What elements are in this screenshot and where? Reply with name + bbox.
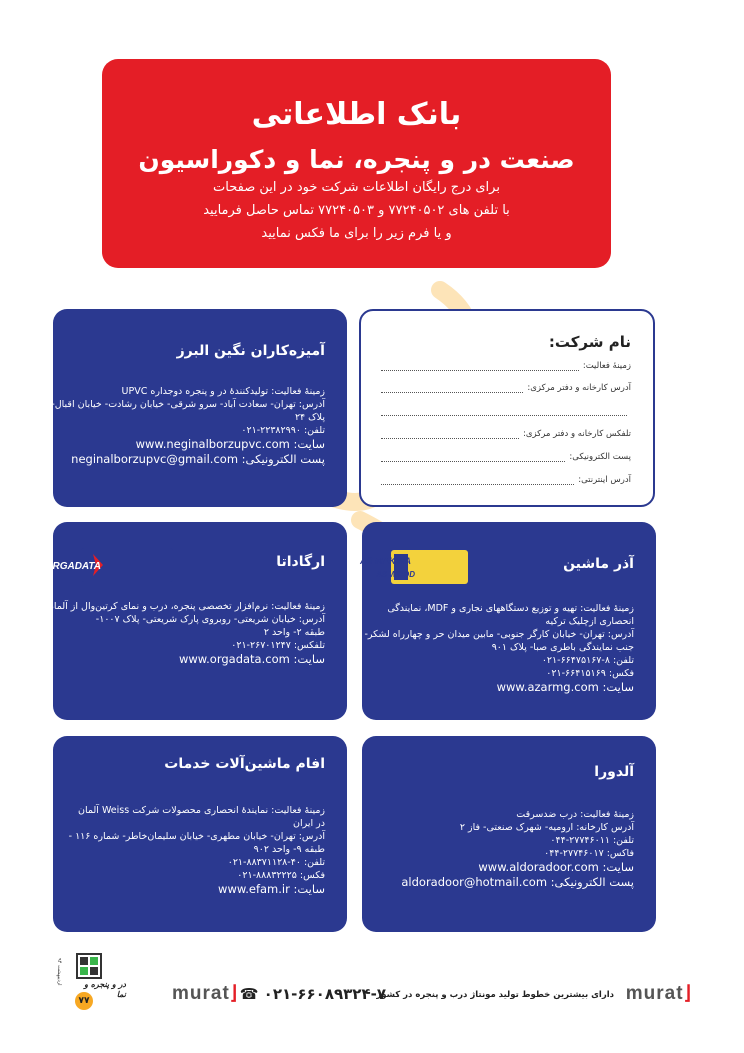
company-activity: زمینهٔ فعالیت: نمایندهٔ انحصاری محصولات شرکت Weiss آلمان (78, 805, 325, 816)
company-name: آذر ماشین (563, 556, 634, 572)
magazine-name: در و پنجره و نما (84, 980, 126, 999)
company-website[interactable]: سایت: www.efam.ir (218, 882, 325, 896)
company-address-cont: پلاک ۲۴ (294, 412, 325, 423)
company-website[interactable]: سایت: www.neginalborzupvc.com (135, 437, 325, 451)
magazine-badge (56, 948, 126, 1018)
company-address: آدرس: تهران- سعادت آباد- سرو شرقی- خیابان رشادت- خیابان اقبال- (51, 399, 325, 410)
svg-text:AS MAKINA: AS MAKINA (360, 556, 411, 566)
company-phone: تلفن: ۲۲۳۸۲۹۹۰-۰۲۱ (241, 425, 325, 436)
company-address-cont: طبقه ۲- واحد ۲ (263, 627, 325, 638)
form-field-address-continued[interactable] (381, 407, 631, 416)
form-title: نام شرکت: (548, 333, 631, 351)
company-name: ارگاداتا (276, 554, 325, 570)
company-address-cont: جنب نمایندگی باطری صبا- پلاک ۹۰۱ (491, 642, 634, 653)
company-activity-cont: انحصاری ازچلیک ترکیه (545, 616, 634, 627)
company-activity-cont: در ایران (293, 818, 325, 829)
murat-logo-left: murat⌋ (172, 983, 239, 1004)
murat-logo-right: murat⌋ (625, 983, 692, 1004)
as-makina-logo-icon (360, 550, 468, 584)
company-card-negin-alborz (53, 309, 347, 507)
company-email[interactable]: پست الکترونیکی: aldoradoor@hotmail.com (401, 875, 634, 889)
company-phone: تلفن: ۸-۶۶۴۷۵۱۶۷-۰۲۱ (541, 655, 634, 666)
company-website[interactable]: سایت: www.orgadata.com (178, 652, 325, 666)
company-phone: تلفکس: ۲۶۷۰۱۲۴۷-۰۲۱ (231, 640, 325, 651)
company-fax: فاکس: ۲۷۷۴۶۰۱۷-۰۴۴ (544, 848, 634, 859)
orgadata-logo (44, 548, 173, 582)
footer-phone (240, 985, 386, 1003)
company-card-aldora (362, 736, 656, 932)
company-address: آدرس: خیابان شریعتی- روبروی پارک شریعتی- پلاک ۱۰۰۷- (95, 614, 325, 625)
header-banner (102, 59, 611, 268)
company-email[interactable]: پست الکترونیکی: neginalborzupvc@gmail.com (71, 452, 325, 466)
company-fax: فکس: ۶۶۴۱۵۱۶۹-۰۲۱ (546, 668, 634, 679)
banner-line-2: با تلفن های ۷۷۲۴۰۵۰۲ و ۷۷۲۴۰۵۰۳ تماس حاصل فرمایید (203, 203, 510, 218)
company-fax: فکس: ۸۸۸۳۲۲۲۵-۰۲۱ (237, 870, 325, 881)
form-field-website[interactable]: آدرس اینترنتی: (381, 475, 631, 485)
page-number: ۷۷ (75, 992, 93, 1010)
as-makina-logo (360, 550, 468, 584)
form-field-email[interactable]: پست الکترونیکی: (381, 452, 631, 462)
company-card-efam (53, 736, 347, 932)
phone-icon: ☎ (239, 985, 259, 1003)
footer-tagline: دارای بیشترین خطوط تولید مونتاژ درب و پنجره در کشور (376, 990, 614, 1000)
banner-line-1: برای درج رایگان اطلاعات شرکت خود در این صفحات (213, 180, 500, 195)
company-card-azar-mashin (362, 522, 656, 720)
company-website[interactable]: سایت: www.azarmg.com (496, 680, 634, 694)
company-address: آدرس: تهران- خیابان مطهری- خیابان سلیمان‌خاطر- شماره ۱۱۶ - (68, 831, 325, 842)
orgadata-logo-icon (44, 548, 173, 582)
company-address-cont: طبقه ۹- واحد ۹۰۲ (253, 844, 325, 855)
issue-date: اردیبهشت ۹۴ (56, 958, 62, 986)
svg-text:AS WOOD: AS WOOD (375, 570, 415, 579)
form-field-activity[interactable]: زمینهٔ فعالیت: (381, 361, 631, 371)
footer-phone-number: ۰۲۱-۶۶۰۸۹۳۲۴-۷ (263, 985, 386, 1003)
footer-advert (0, 940, 744, 1020)
company-name: آلدورا (594, 764, 634, 780)
magazine-logo-icon (76, 953, 102, 979)
form-field-telfax[interactable]: تلفکس کارخانه و دفتر مرکزی: (381, 429, 631, 439)
company-address: آدرس: تهران- خیابان کارگر جنوبی- مابین میدان حر و چهارراه لشکر- (364, 629, 634, 640)
company-card-orgadata (44, 522, 347, 720)
company-factory-address: آدرس کارخانه: ارومیه- شهرک صنعتی- فاز ۲ (459, 822, 634, 833)
banner-title: بانک اطلاعاتی (251, 97, 462, 132)
company-name: آمیزه‌کاران نگین البرز (176, 343, 325, 359)
banner-subtitle: صنعت در و پنجره، نما و دکوراسیون (138, 145, 575, 174)
company-phone: تلفن: ۴۰-۸۸۳۷۱۱۲۸-۰۲۱ (227, 857, 325, 868)
form-field-address[interactable]: آدرس کارخانه و دفتر مرکزی: (381, 383, 631, 393)
company-activity: زمینهٔ فعالیت: درب ضدسرقت (516, 809, 634, 820)
company-activity: زمینهٔ فعالیت: نرم‌افزار تخصصی پنجره، درب و نمای کرتین‌وال از آلمان (46, 601, 325, 612)
company-activity: زمینهٔ فعالیت: تهیه و توزیع دستگاههای نجاری و MDF، نمایندگی (387, 603, 634, 614)
company-phone: تلفن: ۲۷۷۴۶۰۱۱-۰۴۴ (550, 835, 634, 846)
company-website[interactable]: سایت: www.aldoradoor.com (478, 860, 634, 874)
company-activity: زمینهٔ فعالیت: تولیدکنندهٔ در و پنجره دوجداره UPVC (121, 386, 325, 397)
banner-line-3: و یا فرم زیر را برای ما فکس نمایید (261, 226, 452, 241)
company-name: افام ماشین‌آلات خدمات (164, 756, 325, 772)
company-info-form (359, 309, 655, 507)
svg-text:ORGADATA: ORGADATA (44, 561, 101, 572)
